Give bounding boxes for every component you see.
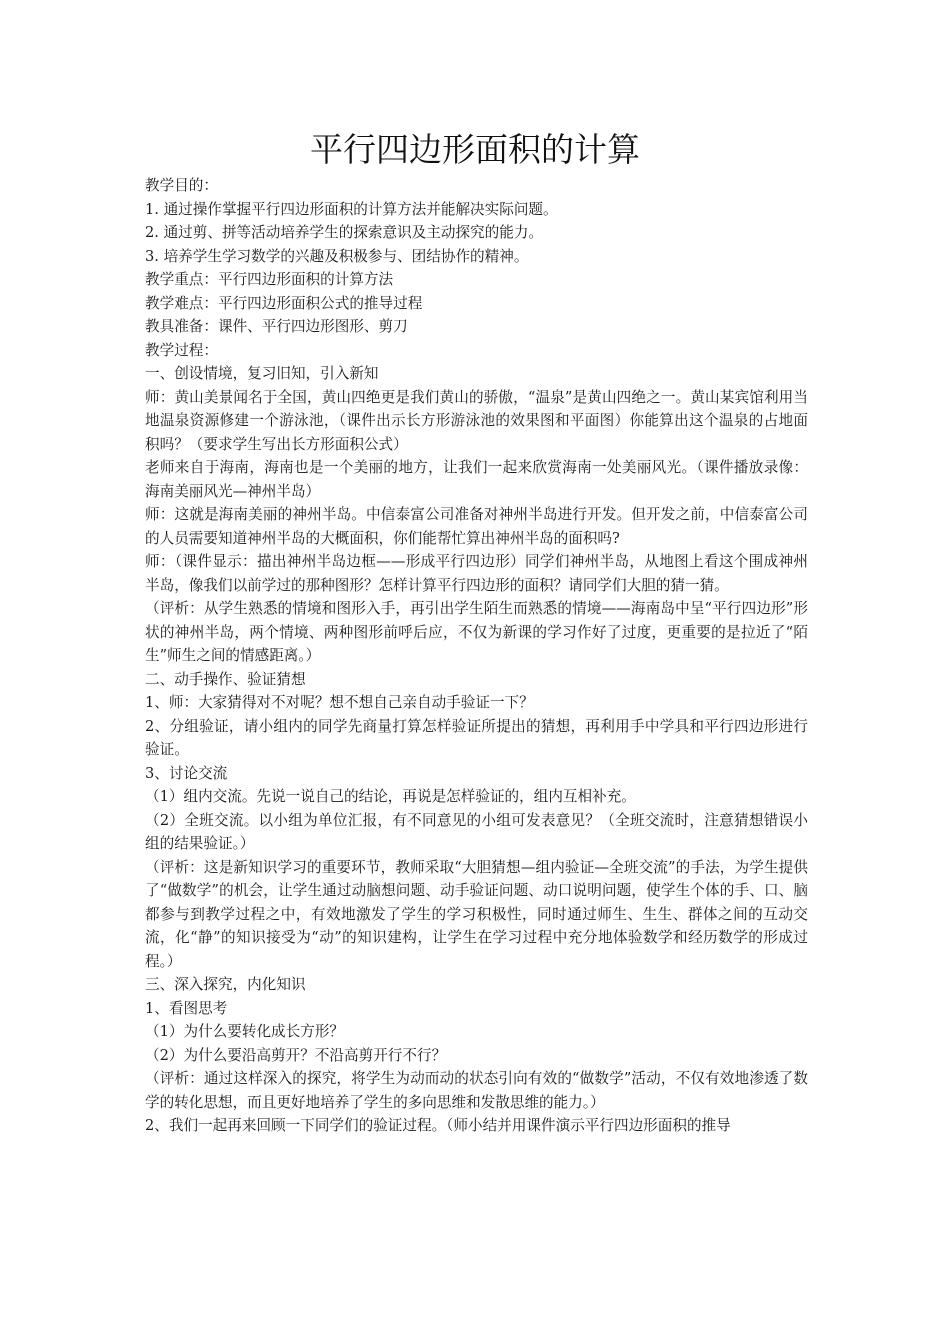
paragraph: 教学重点：平行四边形面积的计算方法 xyxy=(145,271,394,288)
paragraph: 2、分组验证，请小组内的同学先商量打算怎样验证所提出的猜想，再利用手中学具和平行四边形进行验证。 xyxy=(145,717,808,758)
paragraph: 1、看图思考 xyxy=(145,999,228,1017)
paragraph: 2、我们一起再来回顾一下同学们的验证过程。（师小结并用课件演示平行四边形面积的推导 xyxy=(145,1117,731,1134)
paragraph: 师：这就是海南美丽的神州半岛。中信泰富公司准备对神州半岛进行开发。但开发之前，中信泰富公司的人员需要知道神州半岛的大概面积，你们能帮忙算出神州半岛的面积吗? xyxy=(145,506,808,547)
paragraph: （1）组内交流。先说一说自己的结论，再说是怎样验证的，组内互相补充。 xyxy=(145,788,636,805)
paragraph: 2. 通过剪、拼等活动培养学生的探索意识及主动探究的能力。 xyxy=(145,224,544,241)
paragraph: 3、讨论交流 xyxy=(145,764,228,782)
paragraph: 教具准备：课件、平行四边形图形、剪刀 xyxy=(145,318,408,335)
section-heading: 三、深入探究，内化知识 xyxy=(145,976,306,993)
document-body xyxy=(145,174,808,1138)
commentary-paragraph: （评析：通过这样深入的探究，将学生为动而动的状态引向有效的“做数学”活动，不仅有效地渗透了数学的转化思想，而且更好地培养了学生的多向思维和发散思维的能力。） xyxy=(145,1070,808,1111)
paragraph: 3. 培养学生学习数学的兴趣及积极参与、团结协作的精神。 xyxy=(145,247,529,265)
paragraph: （2）全班交流。以小组为单位汇报，有不同意见的小组可发表意见？（全班交流时，注意猜想错误小组的结果验证。） xyxy=(145,811,808,852)
paragraph: 教学目的： xyxy=(145,177,218,194)
commentary-paragraph: （评析：从学生熟悉的情境和图形入手，再引出学生陌生而熟悉的情境——海南岛中呈“平行四边形”形状的神州半岛，两个情境、两种图形前呼后应，不仅为新课的学习作好了过度，更重要的是拉近了“陌生”师生之间的情感距离。） xyxy=(145,600,808,664)
commentary-paragraph: （评析：这是新知识学习的重要环节，教师采取“大胆猜想—组内验证—全班交流”的手法，为学生提供了“做数学”的机会，让学生通过动脑想问题、动手验证问题、动口说明问题，使学生个体的手、口、脑都参与到教学过程之中，有效地激发了学生的学习积极性，同时通过师生、生生、群体之间的互动交流，化“静”的知识接受为“动”的知识建构，让学生在学习过程中充分地体验数学和经历数学的形成过程。） xyxy=(145,858,808,970)
paragraph: （2）为什么要沿高剪开？不沿高剪开行不行？ xyxy=(145,1046,447,1064)
section-heading: 二、动手操作、验证猜想 xyxy=(145,670,306,688)
paragraph: 1、师：大家猜得对不对呢？想不想自己亲自动手验证一下？ xyxy=(145,694,534,711)
paragraph: 老师来自于海南，海南也是一个美丽的地方，让我们一起来欣赏海南一处美丽风光。（课件播放录像：海南美丽风光—神州半岛） xyxy=(145,459,808,500)
paragraph: 教学过程： xyxy=(145,341,218,359)
section-heading: 一、创设情境，复习旧知，引入新知 xyxy=(145,365,379,382)
paragraph: 师：（课件显示：描出神州半岛边框——形成平行四边形）同学们神州半岛，从地图上看这个围成神州半岛，像我们以前学过的那种图形？怎样计算平行四边形的面积？请同学们大胆的猜一猜。 xyxy=(145,553,808,594)
paragraph: （1）为什么要转化成长方形？ xyxy=(145,1023,345,1040)
paragraph: 1. 通过操作掌握平行四边形面积的计算方法并能解决实际问题。 xyxy=(145,200,558,218)
paragraph: 教学难点：平行四边形面积公式的推导过程 xyxy=(145,294,423,312)
document-title: 平行四边形面积的计算 xyxy=(310,130,640,169)
paragraph: 师：黄山美景闻名于全国，黄山四绝更是我们黄山的骄傲，“温泉”是黄山四绝之一。黄山某宾馆利用当地温泉资源修建一个游泳池，（课件出示长方形游泳池的效果图和平面图）你能算出这个温泉的占地面积吗？（要求学生写出长方形面积公式） xyxy=(145,388,808,453)
